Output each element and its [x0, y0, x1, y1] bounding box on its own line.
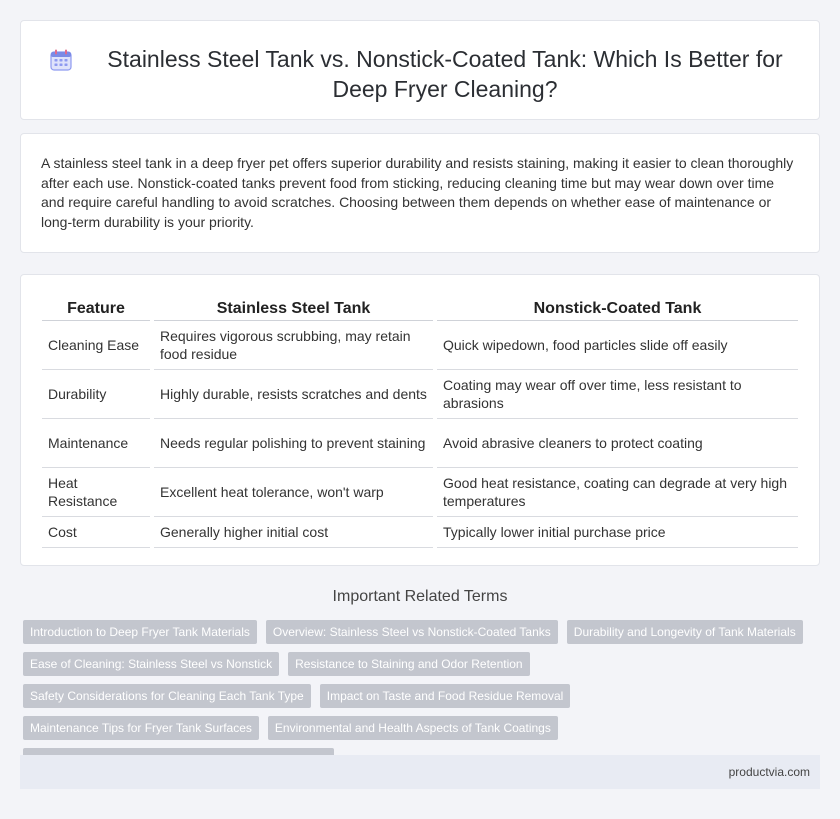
site-name[interactable]: productvia.com [728, 765, 810, 779]
related-term-link[interactable]: Durability and Longevity of Tank Materials [567, 620, 803, 644]
header-feature: Feature [42, 295, 152, 320]
intro-card [20, 133, 820, 253]
intro-text: A stainless steel tank in a deep fryer pet offers superior durability and resists staining, making it easier to clean thoroughly after each use. Nonstick-coated tanks prevent food from sticking, reducing cleaning time but may wear down over time and require careful handling to avoid scratches. Choosing between them depends on whether ease of maintenance or long-term durability is your priority. [41, 155, 794, 230]
footer [20, 755, 820, 789]
table-row [42, 369, 798, 418]
stainless-cell: Excellent heat tolerance, won't warp [152, 467, 435, 516]
table-row [42, 418, 798, 467]
nonstick-cell: Good heat resistance, coating can degrade at very high temperatures [435, 467, 798, 516]
related-term-link[interactable]: Resistance to Staining and Odor Retention [288, 652, 529, 676]
table-header-row [42, 295, 798, 320]
stainless-cell: Needs regular polishing to prevent staining [152, 418, 435, 467]
related-terms-title: Important Related Terms [332, 588, 508, 605]
related-term-link[interactable]: Environmental and Health Aspects of Tank Coatings [268, 716, 558, 740]
feature-cell: Durability [42, 369, 152, 418]
related-term-link[interactable]: Safety Considerations for Cleaning Each Tank Type [23, 684, 311, 708]
related-term-link[interactable]: Introduction to Deep Fryer Tank Materials [23, 620, 257, 644]
page-title: Stainless Steel Tank vs. Nonstick-Coated Tank: Which Is Better for Deep Fryer Cleaning? [107, 46, 783, 102]
related-term-link[interactable]: Maintenance Tips for Fryer Tank Surfaces [23, 716, 259, 740]
feature-cell: Cost [42, 516, 152, 547]
stainless-cell: Highly durable, resists scratches and dents [152, 369, 435, 418]
table-row [42, 320, 798, 369]
table-row [42, 467, 798, 516]
nonstick-cell: Typically lower initial purchase price [435, 516, 798, 547]
feature-cell: Cleaning Ease [42, 320, 152, 369]
related-term-link[interactable]: Impact on Taste and Food Residue Removal [320, 684, 571, 708]
feature-cell: Heat Resistance [42, 467, 152, 516]
nonstick-cell: Avoid abrasive cleaners to protect coating [435, 418, 798, 467]
related-term-link[interactable]: Overview: Stainless Steel vs Nonstick-Coated Tanks [266, 620, 558, 644]
table-row [42, 516, 798, 547]
comparison-table [42, 295, 798, 548]
nonstick-cell: Quick wipedown, food particles slide off easily [435, 320, 798, 369]
stainless-cell: Requires vigorous scrubbing, may retain food residue [152, 320, 435, 369]
related-term-link[interactable]: Ease of Cleaning: Stainless Steel vs Nonstick [23, 652, 279, 676]
header-stainless: Stainless Steel Tank [152, 295, 435, 320]
stainless-cell: Generally higher initial cost [152, 516, 435, 547]
calendar-icon [49, 48, 73, 72]
header-nonstick: Nonstick-Coated Tank [435, 295, 798, 320]
comparison-card [20, 274, 820, 566]
header-card [20, 20, 820, 120]
feature-cell: Maintenance [42, 418, 152, 467]
nonstick-cell: Coating may wear off over time, less resistant to abrasions [435, 369, 798, 418]
